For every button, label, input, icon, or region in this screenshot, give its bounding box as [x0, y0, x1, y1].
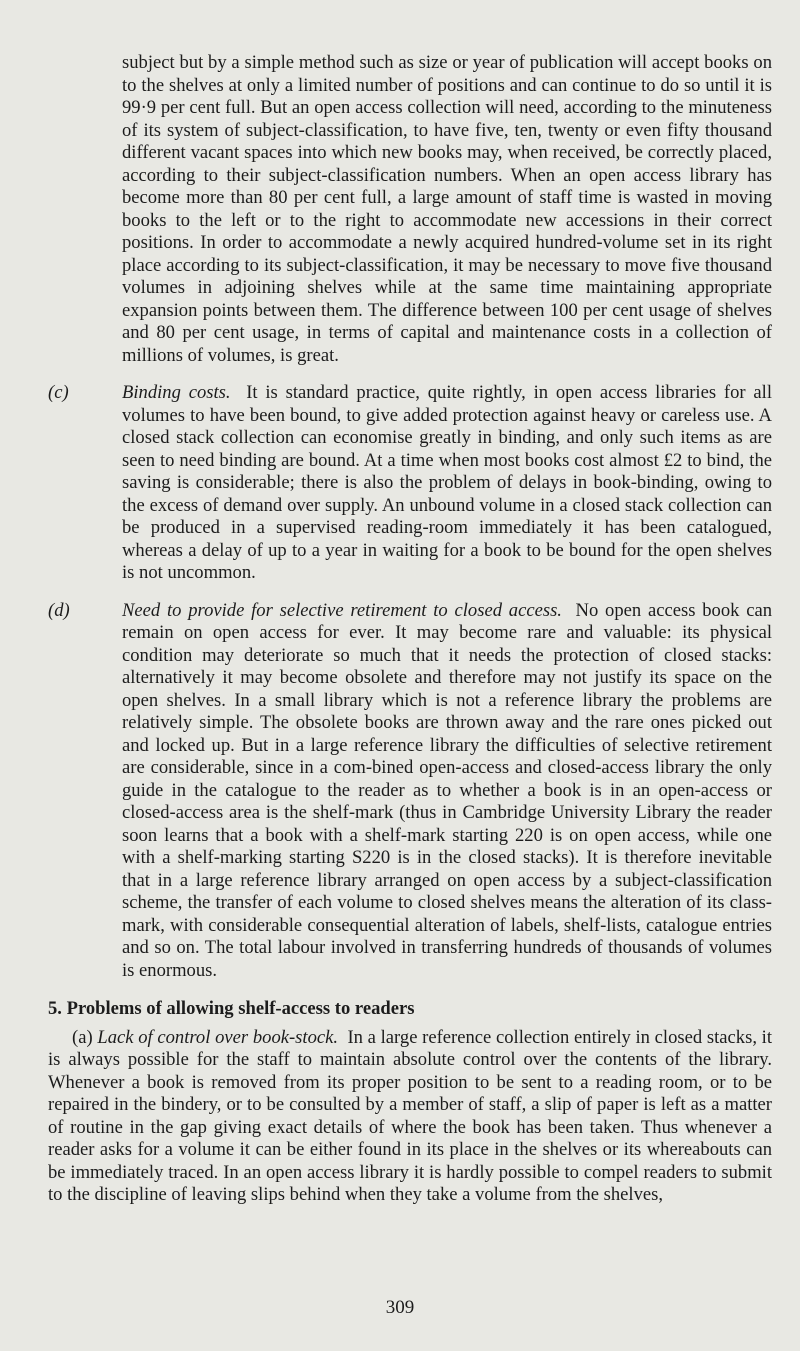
- page-number: 309: [385, 1297, 415, 1318]
- item-text: It is standard practice, quite rightly, in open access libraries for all volumes to have been bound, to give added protection against heavy or careless use. A closed stack collection can economise greatly in binding, and only such items as are seen to need binding are bound. At a time when most books cost almost £2 to bind, the saving is considerable; there is also the problem of delays in book-binding, owing to the excess of demand over supply. An unbound volume in a closed stack collection can be produced in a supervised reading-room immediately it has been catalogued, whereas a delay of up to a year in waiting for a book to be bound for the open shelves is not uncommon.: [122, 382, 772, 583]
- item-paragraph: [122, 600, 772, 983]
- page-body: [48, 52, 772, 1207]
- item-heading: Need to provide for selective retirement to closed access.: [122, 599, 562, 621]
- item-heading: Binding costs.: [122, 382, 231, 403]
- item-text: No open access book can remain on open access for ever. It may become rare and valuable: its physical condition may deteriorate so much that it needs the protection of closed stacks: alternatively it may become obsolete and therefore may not justify its space on the open shelves. In a small library which is not a reference library the problems are relatively simple. The obsolete books are thrown away and the rare ones picked out and locked up. But in a large reference library the difficulties of selective retirement are considerable, since in a com-bined open-access and closed-access library the only guide in the catalogue to the reader as to whether a book is in an open-access or closed-access area is the shelf-mark (thus in Cambridge University Library the reader soon learns that a book with a shelf-mark starting 220 is on open access, while one with a shelf-marking starting S220 is in the closed stacks). It is therefore inevitable that in a large reference library arranged on open access by a subject-classification scheme, the transfer of each volume to closed shelves means the alteration of its class-mark, with considerable consequential alteration of labels, shelf-lists, catalogue entries and so on. The total labour involved in transferring hundreds of thousands of volumes is enormous.: [122, 599, 773, 981]
- list-item: [48, 600, 772, 983]
- item-label: (d): [48, 599, 70, 621]
- item-paragraph: [122, 382, 772, 585]
- section-item-heading: Lack of control over book-stock.: [97, 1026, 339, 1048]
- continuation-paragraph: subject but by a simple method such as size or year of publication will accept books on to the shelves at only a limited number of positions and can continue to do so until it is 99·9 per cent full. But an open access collection will need, according to the minuteness of its system of subject-classification, to have five, ten, twenty or even fifty thousand different vacant spaces into which new books may, when received, be correctly placed, according to their subject-classification numbers. When an open access library has become more than 80 per cent full, a large amount of staff time is wasted in moving books to the left or to the right to accommodate new accessions in their correct positions. In order to accommodate a newly acquired hundred-volume set in its right place according to its subject-classification, it may be necessary to move five thousand volumes in adjoining shelves while at the same time maintaining appropriate expansion points between them. The difference between 100 per cent usage of shelves and 80 per cent usage, in terms of capital and maintenance costs in a collection of millions of volumes, is great.: [122, 52, 772, 366]
- section-heading: 5. Problems of allowing shelf-access to readers: [48, 998, 415, 1019]
- item-label: (c): [48, 382, 69, 403]
- section-item-label: (a): [72, 1026, 93, 1048]
- list-item: [48, 382, 772, 585]
- section-item-text: In a large reference collection entirely in closed stacks, it is always possible for the staff to maintain absolute control over the contents of the library. Whenever a book is removed from its proper position to be sent to a reading room, or to be repaired in the bindery, or to be consulted by a member of staff, a slip of paper is left as a matter of routine in the gap giving exact details of where the book has been taken. Thus whenever a reader asks for a volume it can be either found in its place in the shelves or its whereabouts can be immediately traced. In an open access library it is hardly possible to compel readers to submit to the discipline of leaving slips behind when they take a volume from the shelves,: [48, 1026, 773, 1205]
- section-paragraph: [48, 1027, 772, 1207]
